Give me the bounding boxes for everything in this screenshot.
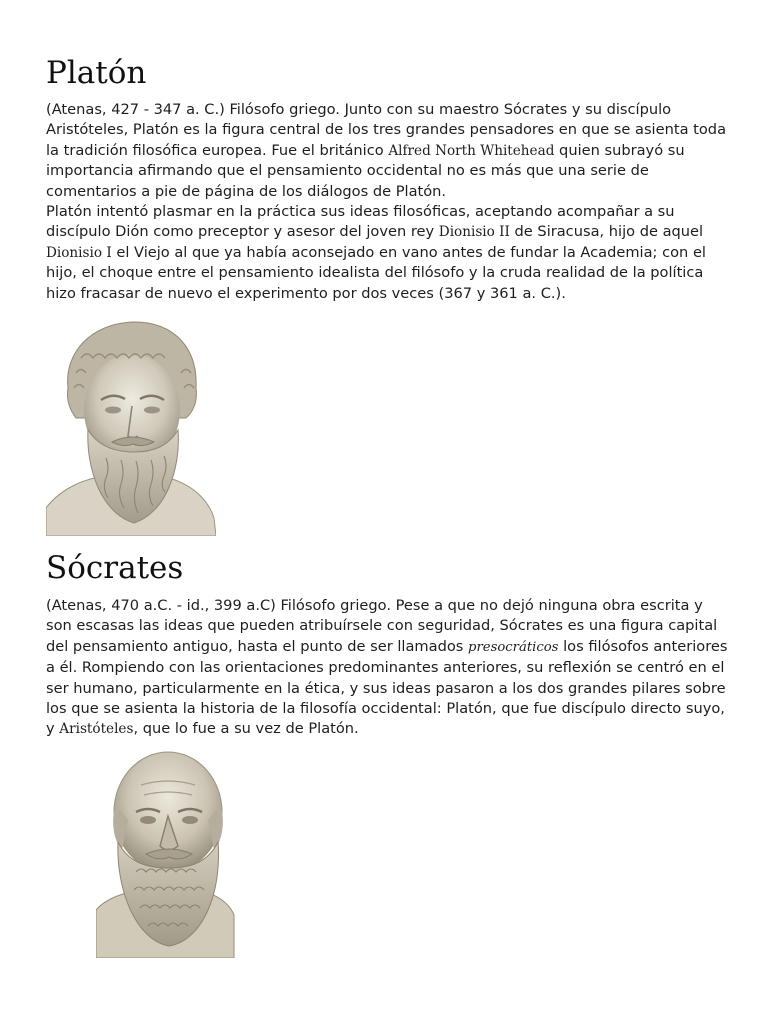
socrates-bust-image: [96, 750, 236, 958]
platon-text-2: quien subrayó su importancia afirmando que el pensamiento occidental no es más que una serie de comentarios a pie de página de los diálogos de Platón.: [46, 141, 685, 200]
presocraticos-link[interactable]: presocráticos: [468, 639, 559, 655]
whitehead-link[interactable]: Alfred North Whitehead: [388, 142, 555, 159]
platon-text-5: el Viejo al que ya había aconsejado en vano antes de fundar la Academia; con el hijo, el choque entre el pensamiento idealista del filósofo y la cruda realidad de la política hizo fracasar de nuevo el experimento por dos veces (367 y 361 a. C.).: [46, 243, 706, 302]
platon-text-4: de Siracusa, hijo de aquel: [509, 223, 704, 241]
dionisio-ii-link[interactable]: Dionisio II: [438, 224, 510, 241]
socrates-text-3: , que lo fue a su vez de Platón.: [133, 720, 359, 738]
socrates-title: Sócrates: [46, 550, 184, 586]
platon-title: Platón: [46, 55, 147, 91]
platon-biography: [46, 100, 732, 304]
platon-text-3: Platón intentó plasmar en la práctica sus ideas filosóficas, aceptando acompañar a su discípulo Dión como preceptor y asesor del joven rey: [46, 203, 675, 241]
dionisio-i-link[interactable]: Dionisio I: [46, 244, 112, 261]
platon-bust-image: [46, 318, 216, 536]
socrates-text-1: (Atenas, 470 a.C. - id., 399 a.C) Filósofo griego. Pese a que no dejó ninguna obra escrita y son escasas las ideas que pueden atribuírsele con seguridad, Sócrates es una figura capital del pensamiento antiguo, hasta el punto de ser llamados: [46, 597, 718, 655]
aristoteles-link[interactable]: Aristóteles: [59, 721, 134, 738]
socrates-text-2: los filósofos anteriores a él. Rompiendo con las orientaciones predominantes anteriores, su reflexión se centró en el ser humano, particularmente en la ética, y sus ideas pasaron a los dos grandes pilares sobre los que se asienta la historia de la filosofía occidental: Platón, que fue discípulo directo suyo, y: [46, 637, 728, 738]
platon-text-1: (Atenas, 427 - 347 a. C.) Filósofo griego. Junto con su maestro Sócrates y su discípulo Aristóteles, Platón es la figura central de los tres grandes pensadores en que se asienta toda la tradición filosófica europea. Fue el británico: [46, 101, 727, 159]
socrates-biography: [46, 596, 732, 740]
